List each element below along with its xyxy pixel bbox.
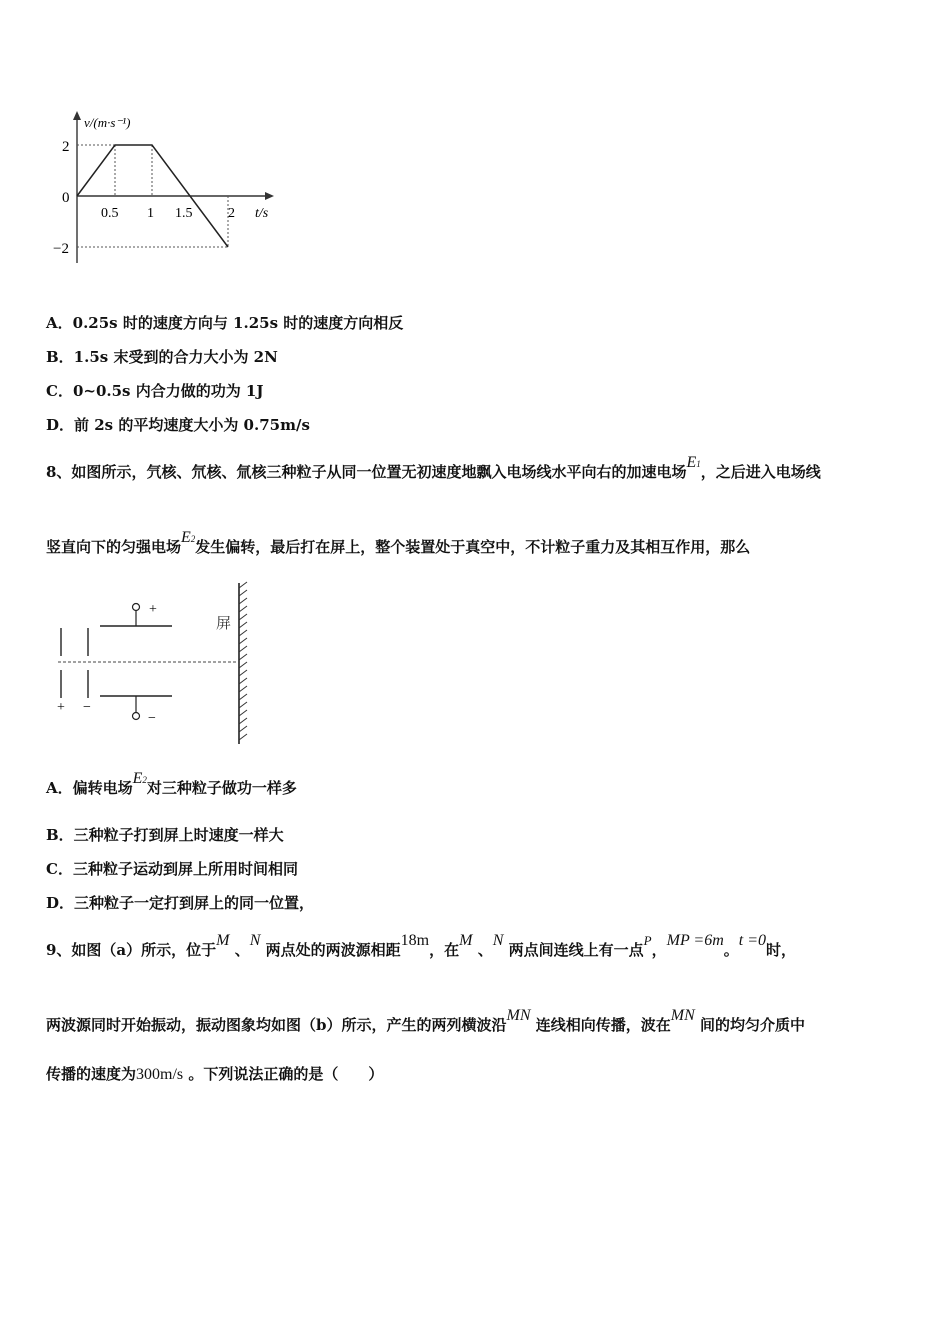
y-tick-2: 2 [62, 139, 70, 155]
q8-option-c: C．三种粒子运动到屏上所用时间相同 [46, 860, 298, 878]
e1-symbol: E1 [686, 454, 701, 471]
x-tick-1: 1 [147, 206, 154, 221]
q8-line-2: 竖直向下的匀强电场E2发生偏转，最后打在屏上，整个装置处于真空中，不计粒子重力及其相互作用，那么 [46, 529, 751, 556]
y-tick-neg2: −2 [53, 241, 69, 257]
bottom-terminal-minus: − [148, 711, 156, 726]
q7-option-d: D．前 2s 的平均速度大小为 0.75m/s [46, 416, 310, 434]
bottom-terminal [133, 713, 140, 720]
e2-symbol-option: E2 [132, 770, 147, 787]
q8-option-b: B．三种粒子打到屏上时速度一样大 [46, 826, 284, 844]
q9-line-2: 两波源同时开始振动，振动图象均如图（b）所示，产生的两列横波沿MN 连线相向传播，波在MN 间的均匀介质中 [46, 1007, 805, 1034]
t-zero: t =0 [738, 932, 767, 949]
q8-line1-post: ，之后进入电场线 [700, 463, 821, 481]
x-tick-15: 1.5 [175, 206, 193, 221]
symbol-n: N [249, 932, 261, 949]
screen-label: 屏 [216, 616, 232, 632]
symbol-n-2: N [492, 932, 504, 949]
x-tick-05: 0.5 [101, 206, 119, 221]
velocity-time-graph [40, 105, 300, 275]
electric-field-diagram [50, 578, 260, 750]
x-axis-label: t/s [255, 206, 269, 221]
y-tick-0: 0 [62, 190, 70, 206]
x-axis-arrow [265, 192, 274, 200]
q7-option-b: B．1.5s 末受到的合力大小为 2N [46, 348, 278, 366]
screen-hatching [239, 582, 247, 740]
e2-symbol: E2 [181, 529, 196, 546]
distance-value: 18m [400, 932, 430, 949]
q9-line-3: 传播的速度为300m/s 。下列说法正确的是（ ） [46, 1065, 384, 1083]
y-axis-label: v/(m·s⁻¹) [84, 115, 131, 130]
x-tick-2: 2 [228, 206, 235, 221]
top-terminal-plus: + [149, 602, 157, 617]
symbol-p: P [643, 933, 652, 948]
symbol-mn: MN [506, 1007, 531, 1024]
q8-option-a: A．偏转电场E2对三种粒子做功一样多 [46, 770, 297, 797]
q8-option-d: D．三种粒子一定打到屏上的同一位置， [46, 894, 315, 912]
q8-line1-pre: 8、如图所示，氕核、氘核、氚核三种粒子从同一位置无初速度地飘入电场线水平向右的加速电场 [46, 463, 687, 481]
symbol-mn-2: MN [670, 1007, 695, 1024]
accel-minus: − [83, 700, 91, 715]
top-terminal [133, 604, 140, 611]
wave-speed: 300m/s [136, 1066, 184, 1083]
symbol-m: M [216, 932, 230, 949]
mp-equation: MP =6m [666, 932, 724, 949]
q7-option-a: A．0.25s 时的速度方向与 1.25s 时的速度方向相反 [46, 314, 404, 332]
q7-option-c: C．0~0.5s 内合力做的功为 1J [46, 382, 264, 400]
q9-line-1: 9、如图（a）所示，位于M 、N 两点处的两波源相距18m，在M 、N 两点间连线上有一点P，MP =6m。t =0时， [46, 932, 797, 959]
symbol-m-2: M [459, 932, 473, 949]
y-axis-arrow [73, 111, 81, 120]
accel-plus: + [57, 700, 65, 715]
q8-line-1 [46, 454, 821, 482]
